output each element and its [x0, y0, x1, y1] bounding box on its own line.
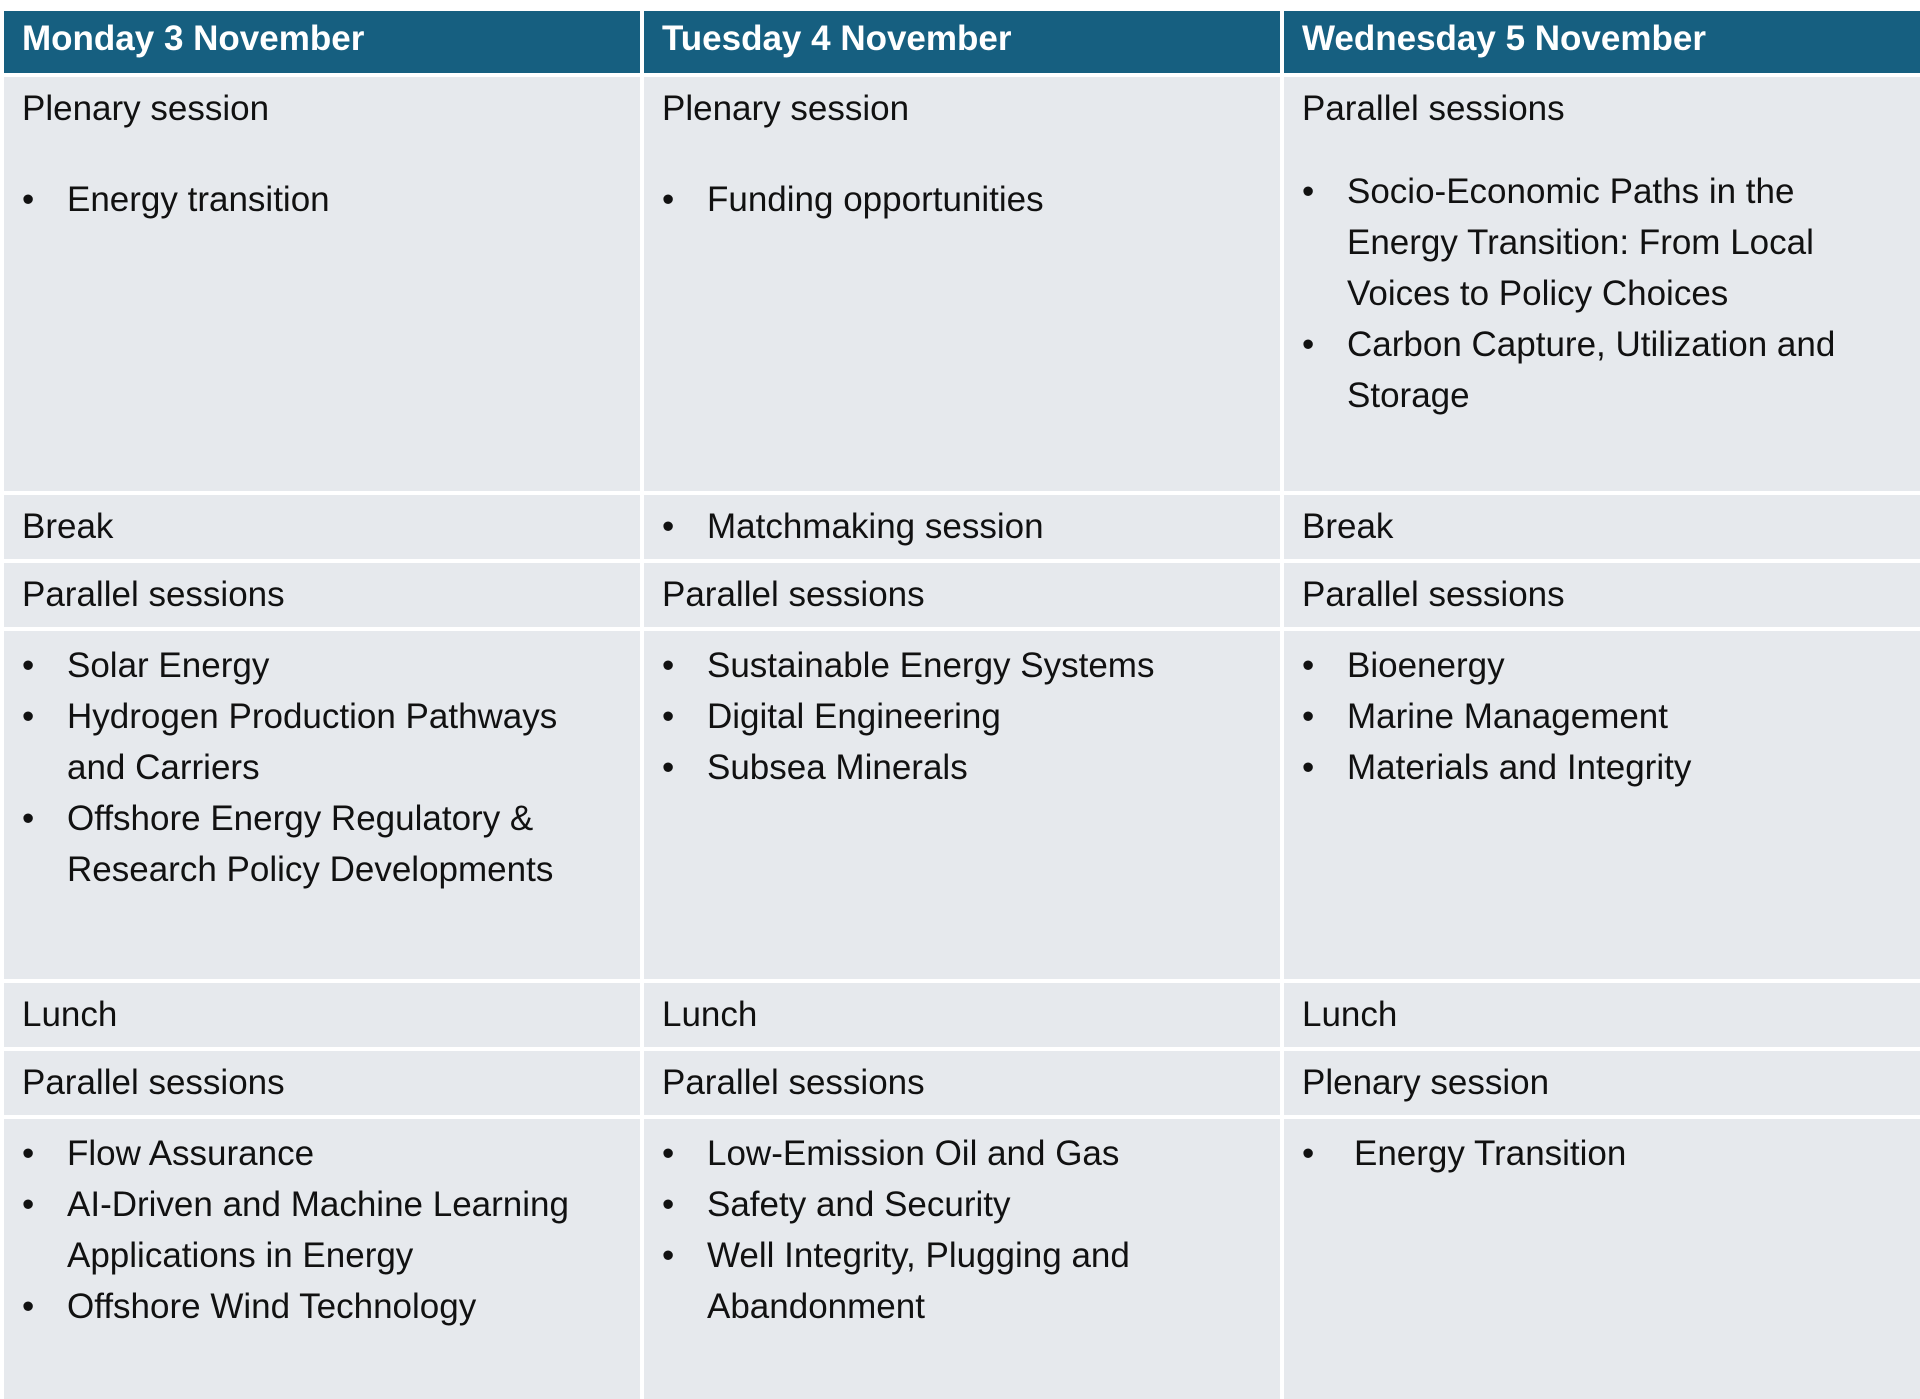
day-header-wednesday: Wednesday 5 November: [1284, 11, 1920, 73]
list-item: • Low-Emission Oil and Gas: [662, 1128, 1262, 1179]
midday-label-cell: [644, 563, 1280, 627]
session-list: [1302, 166, 1902, 421]
lunch-cell: [4, 983, 640, 1047]
list-item: • Hydrogen Production Pathways and Carriers: [22, 691, 622, 793]
session-label: Plenary session: [1302, 1063, 1550, 1102]
break-label: Break: [22, 507, 114, 546]
list-item: • Marine Management: [1302, 691, 1902, 742]
session-label: Parallel sessions: [22, 1063, 285, 1102]
session-label: Plenary session: [22, 89, 270, 128]
session-list: [22, 1128, 622, 1332]
lunch-label: Lunch: [662, 995, 758, 1034]
break-cell: [4, 495, 640, 559]
list-item: • Materials and Integrity: [1302, 742, 1902, 793]
morning-session-cell: [4, 77, 640, 491]
list-item: • Flow Assurance: [22, 1128, 622, 1179]
break-cell: [644, 495, 1280, 559]
session-label: Parallel sessions: [662, 575, 925, 614]
list-item: • Subsea Minerals: [662, 742, 1262, 793]
list-item: • Bioenergy: [1302, 640, 1902, 691]
list-item: • Offshore Energy Regulatory & Research Policy Developments: [22, 793, 622, 895]
day-header-monday: Monday 3 November: [4, 11, 640, 73]
list-item: • Carbon Capture, Utilization and Storage: [1302, 319, 1902, 421]
session-label: Parallel sessions: [1302, 89, 1565, 128]
break-label: Break: [1302, 507, 1394, 546]
lunch-label: Lunch: [22, 995, 118, 1034]
lunch-cell: [644, 983, 1280, 1047]
schedule-table: [4, 11, 1916, 1399]
session-list: [22, 640, 622, 895]
session-label: Parallel sessions: [22, 575, 285, 614]
session-label: Parallel sessions: [662, 1063, 925, 1102]
day-header-tuesday: Tuesday 4 November: [644, 11, 1280, 73]
afternoon-label-cell: [1284, 1051, 1920, 1115]
list-item: • Digital Engineering: [662, 691, 1262, 742]
list-item: • Offshore Wind Technology: [22, 1281, 622, 1332]
lunch-label: Lunch: [1302, 995, 1398, 1034]
midday-items-cell: [644, 631, 1280, 979]
morning-session-cell: [1284, 77, 1920, 491]
midday-label-cell: [4, 563, 640, 627]
session-list: [662, 640, 1262, 793]
session-label: Plenary session: [662, 89, 910, 128]
session-list: [662, 174, 1262, 225]
session-list: [1302, 640, 1902, 793]
session-list: [22, 174, 622, 225]
session-list: [662, 501, 1262, 552]
midday-items-cell: [4, 631, 640, 979]
afternoon-label-cell: [644, 1051, 1280, 1115]
break-cell: [1284, 495, 1920, 559]
list-item: • Funding opportunities: [662, 174, 1262, 225]
list-item: • Sustainable Energy Systems: [662, 640, 1262, 691]
midday-label-cell: [1284, 563, 1920, 627]
list-item: • Well Integrity, Plugging and Abandonment: [662, 1230, 1262, 1332]
afternoon-items-cell: [644, 1119, 1280, 1399]
morning-session-cell: [644, 77, 1280, 491]
list-item: • Energy Transition: [1302, 1128, 1902, 1179]
list-item: • Matchmaking session: [662, 501, 1262, 552]
session-list: [1302, 1128, 1902, 1179]
lunch-cell: [1284, 983, 1920, 1047]
afternoon-items-cell: [1284, 1119, 1920, 1399]
list-item: • Solar Energy: [22, 640, 622, 691]
session-label: Parallel sessions: [1302, 575, 1565, 614]
midday-items-cell: [1284, 631, 1920, 979]
list-item: • Socio-Economic Paths in the Energy Transition: From Local Voices to Policy Choices: [1302, 166, 1902, 319]
list-item: • Safety and Security: [662, 1179, 1262, 1230]
session-list: [662, 1128, 1262, 1332]
afternoon-items-cell: [4, 1119, 640, 1399]
afternoon-label-cell: [4, 1051, 640, 1115]
list-item: • Energy transition: [22, 174, 622, 225]
list-item: • AI-Driven and Machine Learning Applications in Energy: [22, 1179, 622, 1281]
